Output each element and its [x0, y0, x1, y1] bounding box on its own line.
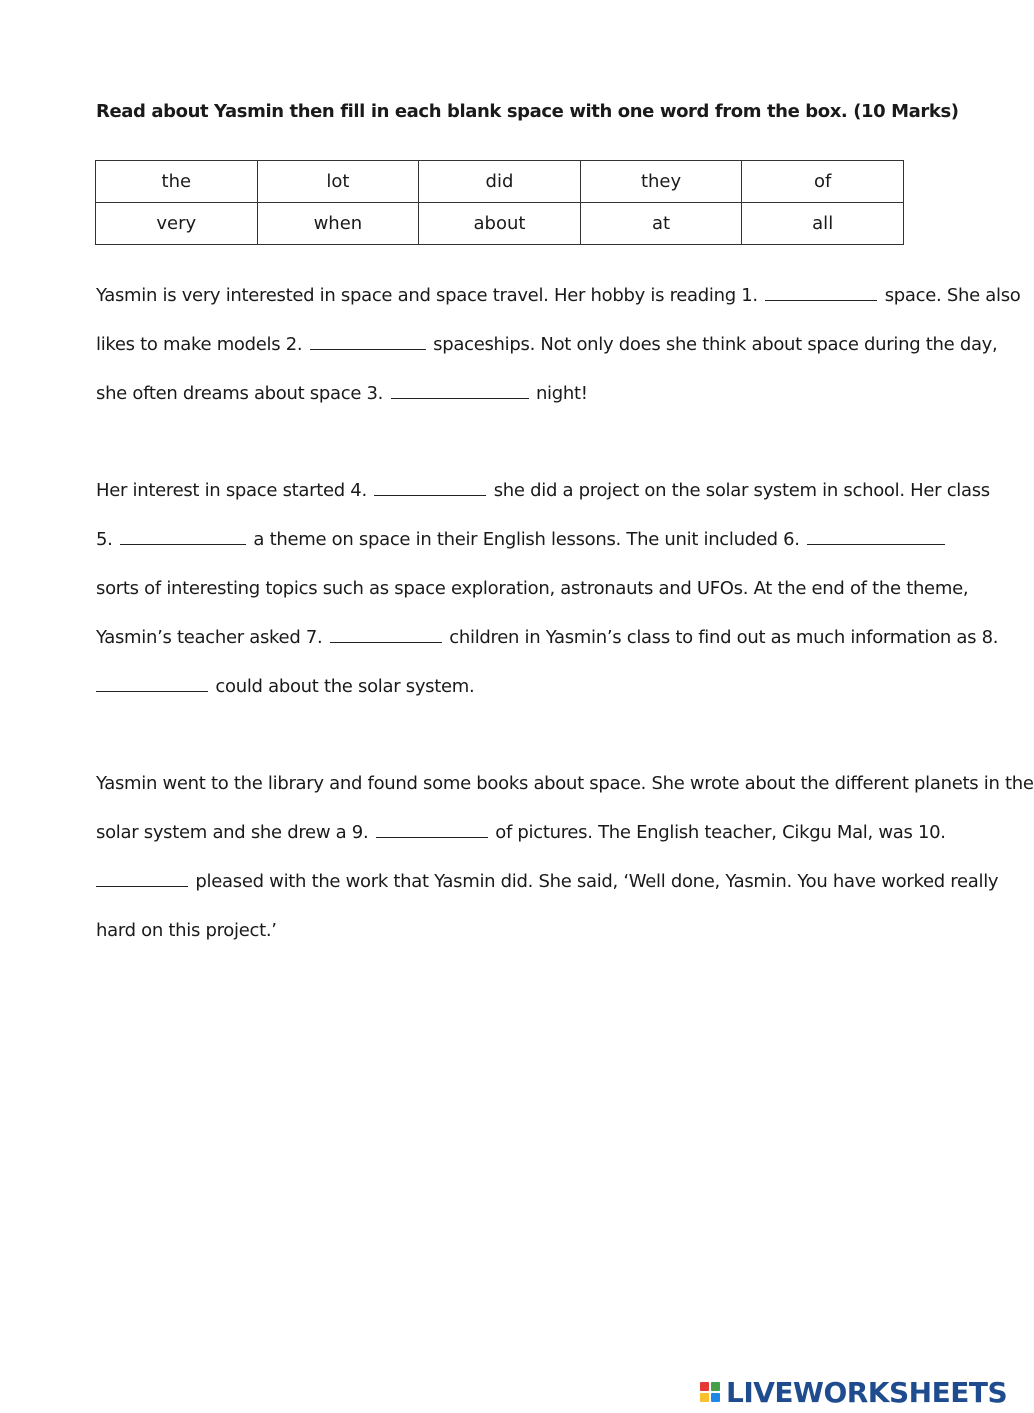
text-line — [96, 759, 1034, 808]
text-line — [96, 906, 908, 955]
word-box-row — [96, 203, 904, 245]
answer-blank-7[interactable] — [330, 628, 442, 643]
text-line — [96, 369, 908, 418]
word-box-cell: of — [742, 161, 904, 203]
text-segment: solar system and she drew a 9. — [96, 822, 369, 843]
logo-square-icon — [700, 1393, 709, 1402]
word-box-cell: the — [96, 161, 258, 203]
word-box-cell: at — [580, 203, 742, 245]
text-segment: spaceships. Not only does she think about space during the day, — [433, 334, 998, 355]
brand-name: LIVEWORKSHEETS — [726, 1375, 1008, 1409]
text-line — [96, 857, 999, 906]
word-box-cell: they — [580, 161, 742, 203]
word-box-cell: when — [257, 203, 419, 245]
text-segment: a theme on space in their English lessons. The unit included 6. — [253, 529, 800, 550]
text-segment: night! — [535, 383, 588, 404]
word-box-cell: did — [419, 161, 581, 203]
logo-square-icon — [700, 1382, 709, 1391]
text-segment: likes to make models 2. — [96, 334, 303, 355]
text-line — [96, 320, 998, 369]
answer-blank-1[interactable] — [765, 286, 877, 301]
answer-blank-6[interactable] — [807, 530, 945, 545]
text-segment: of pictures. The English teacher, Cikgu Mal, was 10. — [495, 822, 946, 843]
text-segment: sorts of interesting topics such as space exploration, astronauts and UFOs. At the end of the theme, — [96, 578, 969, 599]
liveworksheets-logo — [700, 1374, 1007, 1410]
instruction-heading: Read about Yasmin then fill in each blank space with one word from the box. (10 Marks) — [96, 101, 959, 122]
text-segment: could about the solar system. — [215, 676, 475, 697]
answer-blank-3[interactable] — [391, 384, 529, 399]
answer-blank-9[interactable] — [376, 823, 488, 838]
text-segment: she did a project on the solar system in school. Her class — [493, 480, 990, 501]
paragraph-2 — [96, 466, 999, 711]
word-box-row — [96, 161, 904, 203]
text-segment: pleased with the work that Yasmin did. She said, ‘Well done, Yasmin. You have worked really — [195, 871, 999, 892]
answer-blank-4[interactable] — [374, 481, 486, 496]
paragraph-3 — [96, 759, 1034, 955]
text-line — [96, 564, 969, 613]
text-segment: Yasmin’s teacher asked 7. — [96, 627, 323, 648]
paragraph-1 — [96, 271, 1021, 418]
logo-square-icon — [711, 1382, 720, 1391]
word-box-cell: lot — [257, 161, 419, 203]
answer-blank-10[interactable] — [96, 872, 188, 887]
text-line — [96, 613, 999, 662]
word-box-cell: about — [419, 203, 581, 245]
text-segment: children in Yasmin’s class to find out as much information as 8. — [449, 627, 999, 648]
text-segment: Yasmin is very interested in space and space travel. Her hobby is reading 1. — [96, 285, 758, 306]
text-segment: Her interest in space started 4. — [96, 480, 367, 501]
answer-blank-8[interactable] — [96, 677, 208, 692]
text-segment: hard on this project.’ — [96, 920, 277, 941]
answer-blank-5[interactable] — [120, 530, 246, 545]
text-line — [96, 515, 908, 564]
text-line — [96, 808, 946, 857]
answer-blank-2[interactable] — [310, 335, 426, 350]
logo-square-icon — [711, 1393, 720, 1402]
text-line — [96, 271, 1021, 320]
word-box-cell: very — [96, 203, 258, 245]
text-segment: 5. — [96, 529, 113, 550]
text-segment: she often dreams about space 3. — [96, 383, 384, 404]
logo-mark-icon — [700, 1382, 720, 1402]
text-line — [96, 466, 990, 515]
text-segment: space. She also — [884, 285, 1021, 306]
word-box-cell: all — [742, 203, 904, 245]
word-box — [95, 160, 904, 245]
text-segment: Yasmin went to the library and found some books about space. She wrote about the different planets in the — [96, 773, 1034, 794]
text-line — [96, 662, 908, 711]
